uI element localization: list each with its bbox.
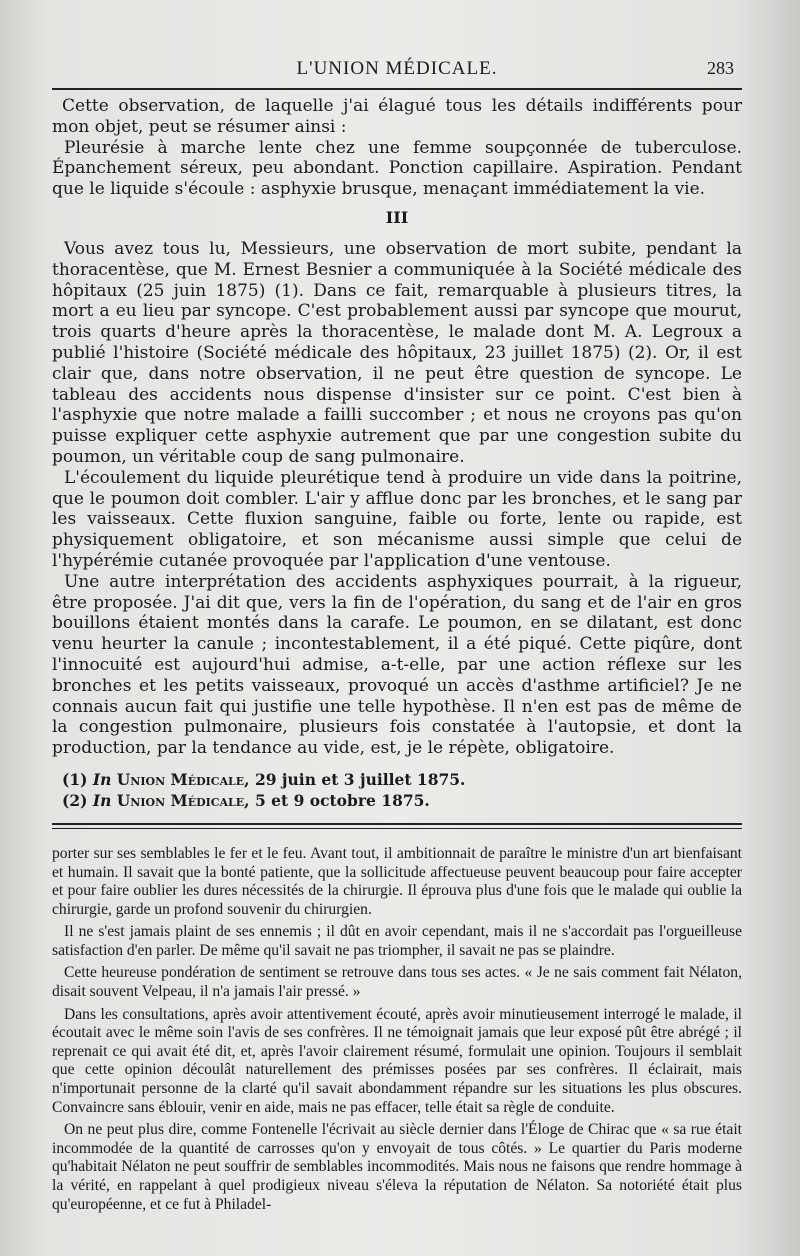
paragraph: Il ne s'est jamais plaint de ses ennemis ; il dût en avoir cependant, mais il ne s'accordait pas l'orgueilleuse satisfaction d'en parler. De même qu'il savait ne pas triompher, il savait ne pas se plaindre.: [52, 923, 742, 959]
paragraph: On ne peut plus dire, comme Fontenelle l'écrivait au siècle dernier dans l'Éloge de Chirac que « sa rue était incommodée de la quantité de carrosses qu'on y envoyait de tous côtés. » Le quartier du Paris moderne qu'habitait Nélaton ne peut souffrir de semblables incommodités. Mais nous ne faisons que rendre hommage à la vérité, en rappelant à quel prodigieux niveau s'éleva la réputation de Nélaton. Sa notoriété était plus qu'européenne, et ce fut à Philadel-: [52, 1121, 742, 1213]
feuilleton-divider: [52, 823, 742, 829]
footnote-in: In: [92, 790, 117, 810]
footnote-1: [52, 769, 742, 790]
footnote-journal: Union Médicale: [116, 790, 245, 810]
section-number: III: [385, 207, 409, 227]
feuilleton-text: [52, 845, 742, 1214]
paragraph: Vous avez tous lu, Messieurs, une observation de mort subite, pendant la thoracentèse, que M. Ernest Besnier a communiquée à la Société médicale des hôpitaux (25 juin 1875) (1). Dans ce fait, remarquable à plusieurs titres, la mort a eu lieu par syncope. C'est probablement aussi par syncope que mourut, trois quarts d'heure après la thoracentèse, le malade dont M. A. Legroux a publié l'histoire (Société médicale des hôpitaux, 23 juillet 1875) (2). Or, il est clair que, dans notre observation, il ne peut être question de syncope. Le tableau des accidents nous dispense d'insister sur ce point. C'est bien à l'asphyxie que notre malade a failli succomber ; et nous ne croyons pas qu'on puisse expliquer cette asphyxie autrement que par une congestion subite du poumon, un véritable coup de sang pulmonaire.: [52, 238, 742, 467]
footnote-date: , 29 juin et 3 juillet 1875.: [244, 769, 466, 789]
page-header: [52, 54, 742, 88]
paragraph: porter sur ses semblables le fer et le feu. Avant tout, il ambitionnait de paraître le ministre d'un art bienfaisant et humain. Il savait que la bonté patiente, que la sollicitude affectueuse peuvent beaucoup pour faire accepter et pour faire oublier les dures nécessités de la chirurgie. Il éprouva plus d'une fois que le malade qui oublie la chirurgie, garde un profond souvenir du chirurgien.: [52, 844, 742, 918]
footnote-number: (2): [62, 790, 93, 810]
page-number: 283: [707, 58, 734, 78]
footnote-journal: Union Médicale: [116, 769, 245, 789]
footnote-in: In: [92, 769, 117, 789]
paragraph: Cette heureuse pondération de sentiment se retrouve dans tous ses actes. « Je ne sais comment fait Nélaton, disait souvent Velpeau, il n'a jamais l'air pressé. »: [52, 964, 742, 1001]
footnotes: [52, 769, 742, 811]
paragraph: Pleurésie à marche lente chez une femme soupçonnée de tuberculose. Épanchement séreux, peu abondant. Ponction capillaire. Aspiration. Pendant que le liquide s'écoule : asphyxie brusque, menaçant immédiatement la vie.: [52, 137, 742, 200]
paragraph: Cette observation, de laquelle j'ai élagué tous les détails indifférents pour mon objet, peut se résumer ainsi :: [52, 96, 742, 137]
main-text: [52, 96, 742, 759]
footnote-number: (1): [62, 769, 93, 789]
footnote-date: , 5 et 9 octobre 1875.: [244, 790, 430, 810]
running-head: L'UNION MÉDICALE.: [296, 58, 498, 79]
paragraph: L'écoulement du liquide pleurétique tend à produire un vide dans la poitrine, que le poumon doit combler. L'air y afflue donc par les bronches, et le sang par les vaisseaux. Cette fluxion sanguine, faible ou forte, lente ou rapide, est physiquement obligatoire, et son mécanisme aussi simple que celui de l'hypérémie cutanée provoquée par l'application d'une ventouse.: [52, 467, 742, 571]
paragraph: Une autre interprétation des accidents asphyxiques pourrait, à la rigueur, être proposée. J'ai dit que, vers la fin de l'opération, du sang et de l'air en gros bouillons étaient montés dans la carafe. Le poumon, en se dilatant, est donc venu heurter la canule ; incontestablement, il a été piqué. Cette piqûre, dont l'innocuité est aujourd'hui admise, a-t-elle, par une action réflexe sur les bronches et les petits vaisseaux, provoqué un accès d'asthme artificiel? Je ne connais aucun fait qui justifie une telle hypothèse. Il n'en est pas de même de la congestion pulmonaire, plusieurs fois constatée à l'autopsie, et dont la production, par la tendance au vide, est, je le répète, obligatoire.: [52, 571, 742, 759]
footnote-2: [52, 790, 742, 811]
header-rule: [52, 88, 742, 90]
paragraph: Dans les consultations, après avoir attentivement écouté, après avoir minutieusement interrogé le malade, il écoutait avec le même soin l'avis de ses confrères. Il ne témoignait jamais que leur exposé pût être abrégé ; il reprenait ce qui avait été dit, et, après l'avoir clairement résumé, formulait une opinion. Toujours il semblait que cette opinion découlât naturellement des prémisses posées par ses confrères. Il éclairait, mais n'importunait personne de la clarté qu'il savait abondamment répandre sur les situations les plus obscures. Convaincre sans éblouir, venir en aide, mais ne pas effacer, telle était sa règle de conduite.: [52, 1005, 742, 1116]
